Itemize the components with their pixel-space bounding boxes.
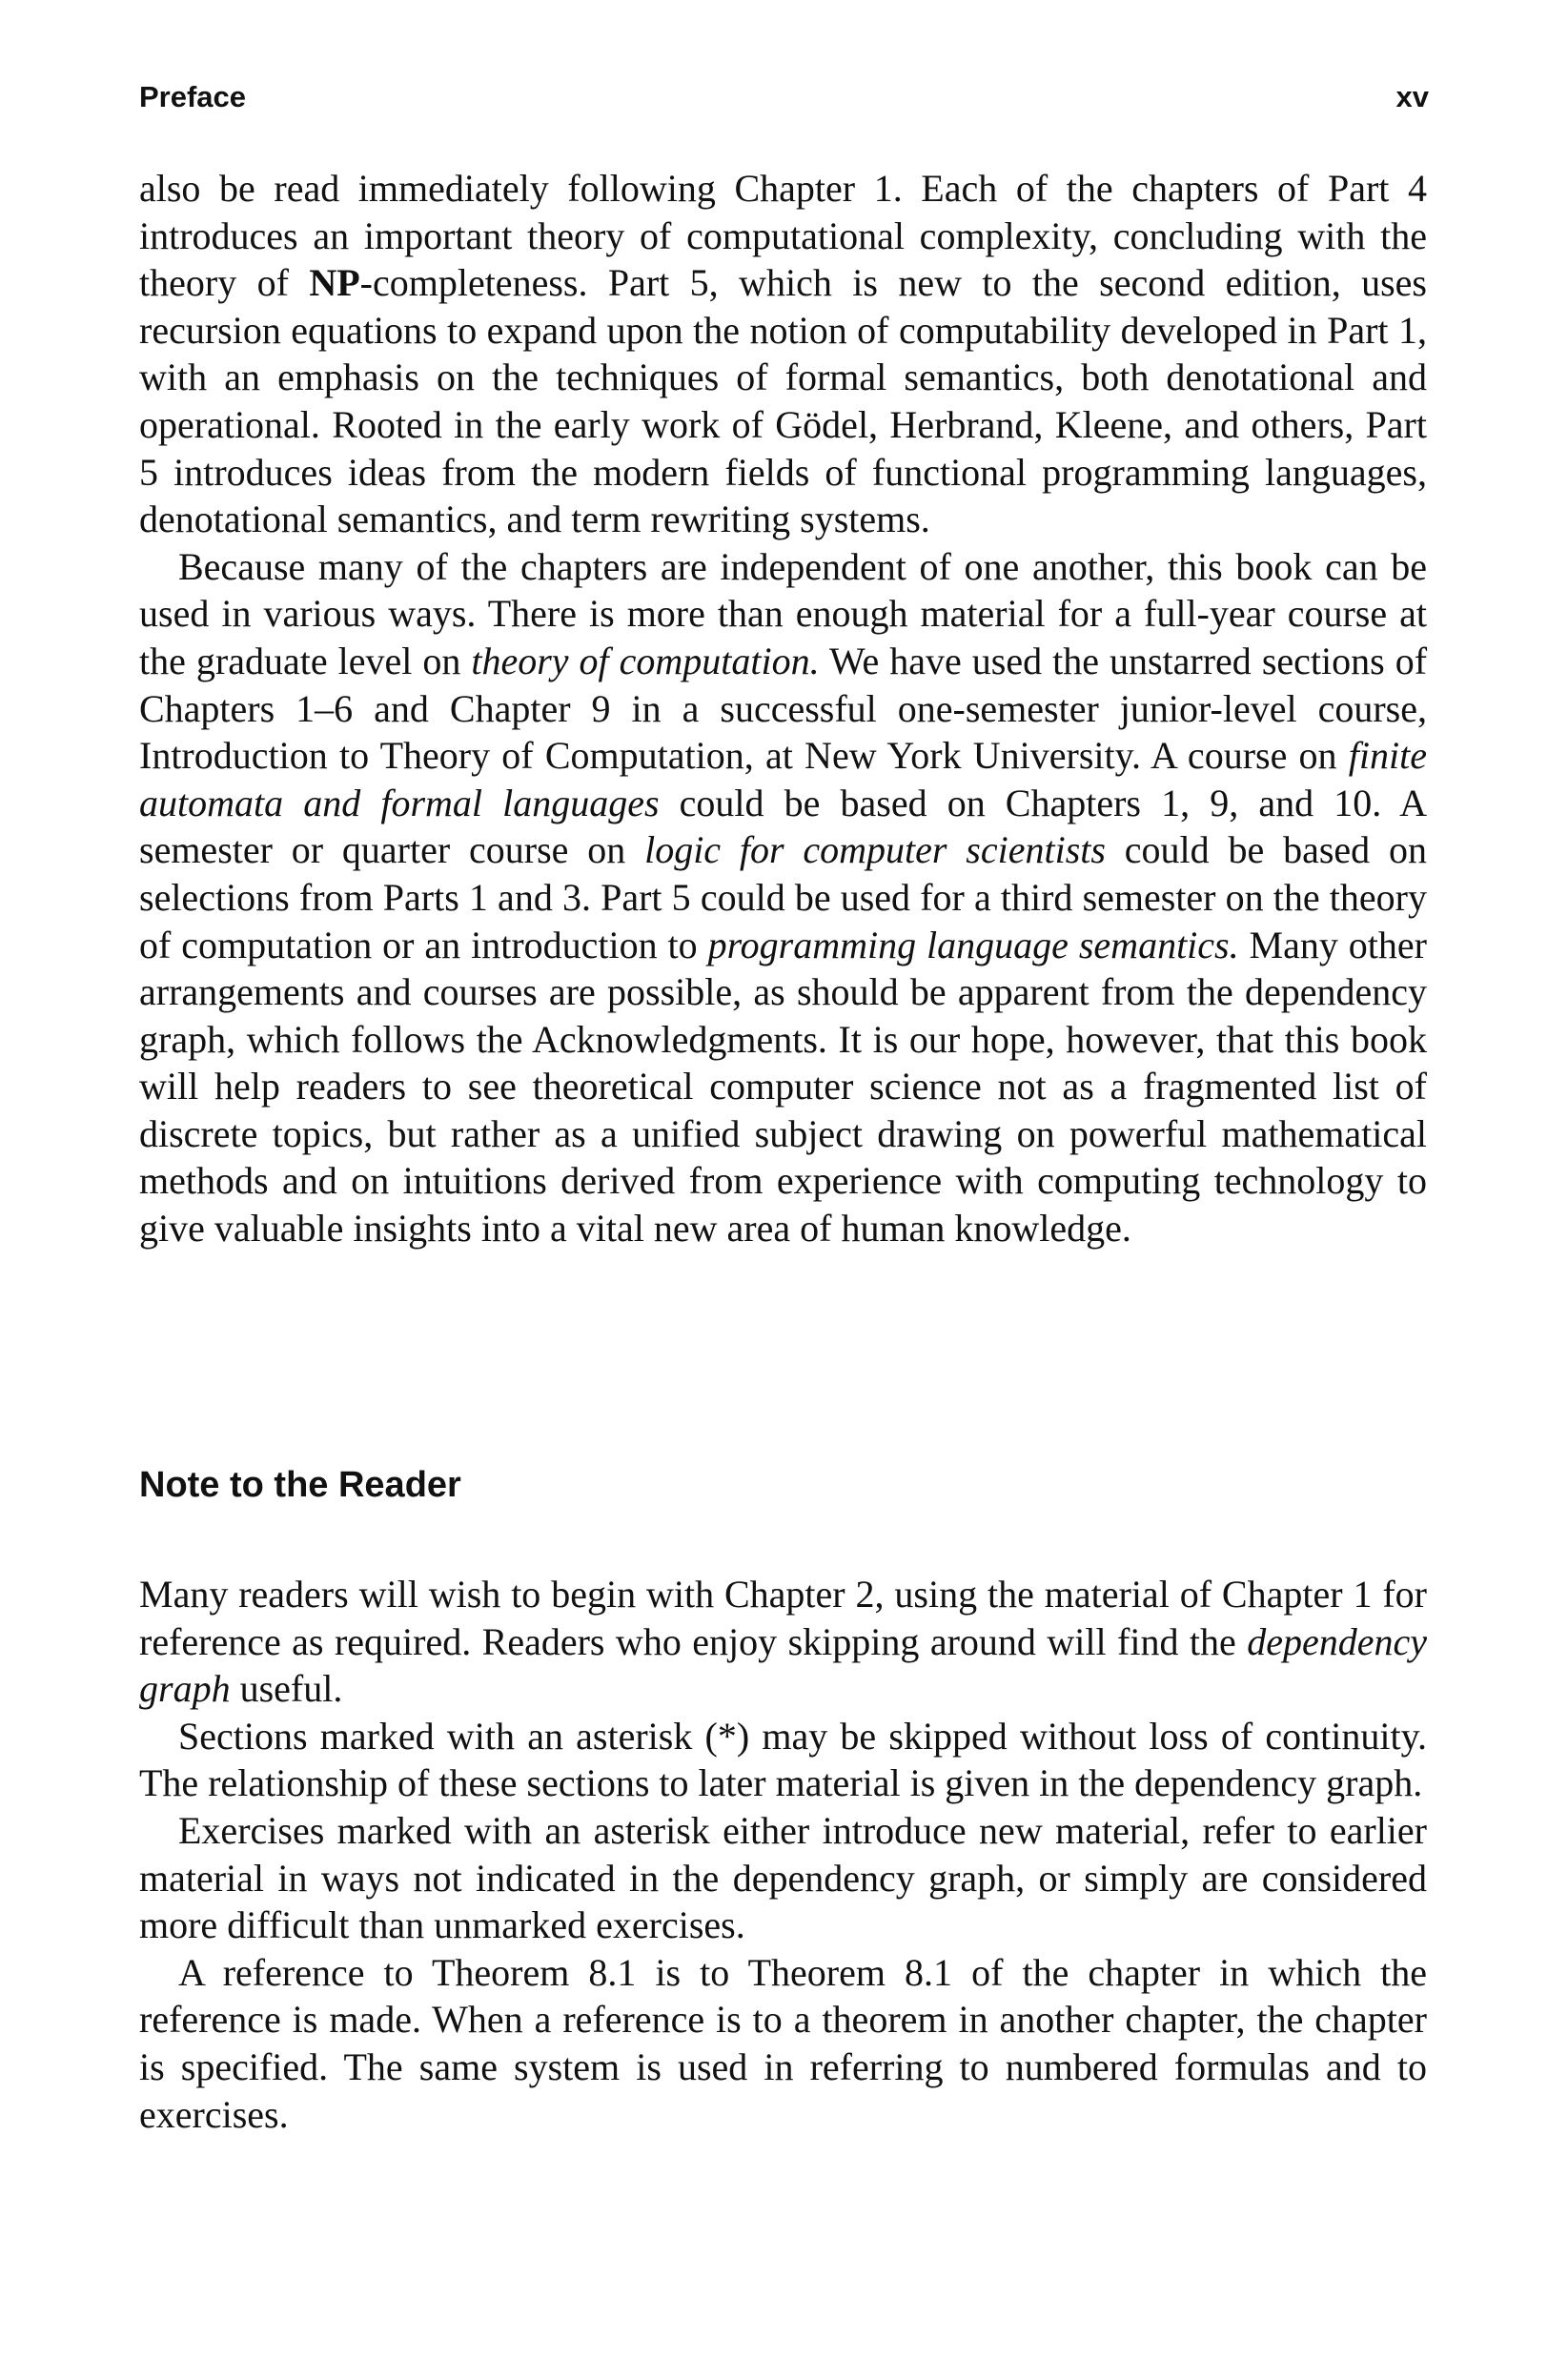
preface-continuation (139, 165, 1427, 1252)
paragraph-parts-overview: also be read immediately following Chapter 1. Each of the chapters of Part 4 introduces an important theory of computational complexity, concluding with the theory of NP-completeness. Part 5, which is new to the second edition, uses recursion equations to expand upon the notion of computability developed in Part 1, with an emphasis on the techniques of formal semantics, both denotational and operational. Rooted in the early work of Gödel, Herbrand, Kleene, and others, Part 5 introduces ideas from the modern fields of functional programming languages, denotational semantics, and term rewriting systems. (139, 167, 1427, 541)
italic-term: dependency graph (139, 1619, 1427, 1711)
note-to-reader-body (139, 1571, 1427, 2138)
italic-term: finite automata and formal languages (139, 734, 1427, 824)
paragraph-where-to-begin: Many readers will wish to begin with Chapter 2, using the material of Chapter 1 for reference as required. Readers who enjoy skipping around will find the dependency graph useful. (139, 1573, 1427, 1711)
running-head (139, 78, 1429, 116)
running-head-section-title: Preface (139, 80, 247, 113)
paragraph-starred-sections: Sections marked with an asterisk (*) may be skipped without loss of continuity. The relationship of these sections to later material is given in the dependency graph. (139, 1714, 1427, 1805)
section-heading-note-to-reader: Note to the Reader (139, 1465, 461, 1505)
paragraph-starred-exercises: Exercises marked with an asterisk either introduce new material, refer to earlier material in ways not indicated in the dependency graph, or simply are considered more difficult than unmarked exercises. (139, 1808, 1427, 1947)
page-number: xv (1395, 80, 1429, 113)
paragraph-theorem-references: A reference to Theorem 8.1 is to Theorem 8.1 of the chapter in which the reference is made. When a reference is to a theorem in another chapter, the chapter is specified. The same system is used in referring to numbered formulas and to exercises. (139, 1950, 1427, 2136)
italic-term: theory of computation. (471, 639, 820, 682)
italic-term: logic for computer scientists (644, 828, 1106, 872)
italic-term: programming language semantics. (707, 923, 1239, 966)
np-bold-term: NP (309, 261, 360, 305)
paragraph-course-usage: Because many of the chapters are independent of one another, this book can be used in various ways. There is more than enough material for a full-year course at the graduate level on theory of computation. We have used the unstarred sections of Chapters 1–6 and Chapter 9 in a successful one-semester junior-level course, Introduction to Theory of Computation, at New York University. A course on finite automata and formal languages could be based on Chapters 1, 9, and 10. A semester or quarter course on logic for computer scientists could be based on selections from Parts 1 and 3. Part 5 could be used for a third semester on the theory of computation or an introduction to programming language semantics. Many other arrangements and courses are possible, as should be apparent from the dependency graph, which follows the Acknowledgments. It is our hope, however, that this book will help readers to see theoretical computer science not as a fragmented list of discrete topics, but rather as a unified subject drawing on powerful mathematical methods and on intuitions derived from experience with computing technology to give valuable insights into a vital new area of human knowledge. (139, 544, 1428, 1251)
